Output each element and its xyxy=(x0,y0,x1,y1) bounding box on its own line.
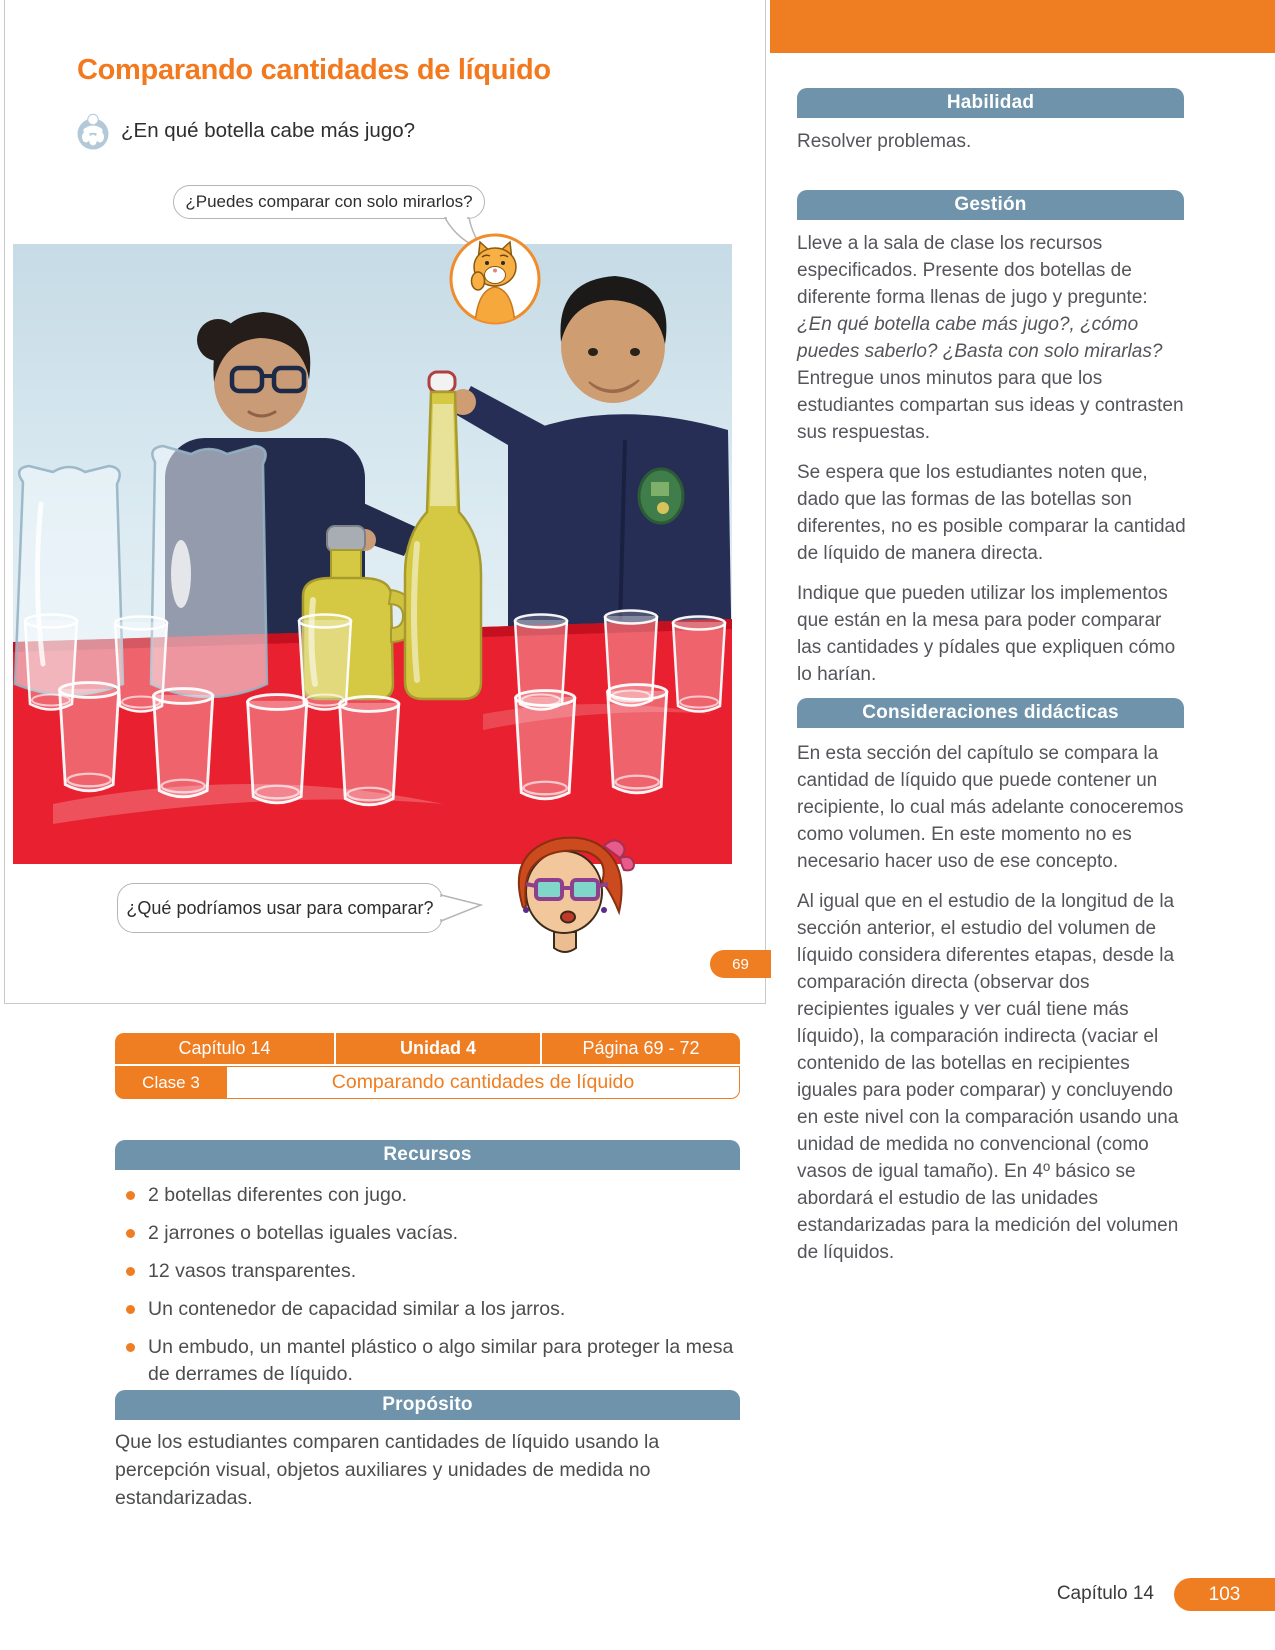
footer-chapter-label: Capítulo 14 xyxy=(1056,1583,1154,1604)
management-paragraph-3: Indique que pueden utilizar los implementos que están en la mesa para poder comparar las cantidades y pídales que expliquen cómo lo harían. xyxy=(797,583,1176,685)
didactic-text xyxy=(797,740,1186,1279)
photo-glass xyxy=(299,615,351,710)
photo-glass xyxy=(608,685,667,793)
purpose-header xyxy=(115,1390,740,1420)
footer-page-badge xyxy=(1174,1578,1275,1611)
management-paragraph-2: Se espera que los estudiantes noten que, dado que las formas de las botellas son diferentes, no es posible comparar la cantidad de líquido de manera directa. xyxy=(797,462,1186,564)
group-work-icon xyxy=(75,112,111,150)
student-question: ¿En qué botella cabe más jugo? xyxy=(121,119,416,142)
management-paragraph-1 xyxy=(797,230,1186,446)
management-p1-italic: ¿En qué botella cabe más jugo?, ¿cómo puedes saberlo? ¿Basta con solo mirarlas? xyxy=(797,314,1163,362)
resource-item: 2 jarrones o botellas iguales vacías. xyxy=(118,1220,740,1247)
speech-bubble-bottom-tail xyxy=(439,892,483,924)
footer-page-number: 103 xyxy=(1208,1583,1241,1605)
management-p1-after: Entregue unos minutos para que los estudiantes compartan sus ideas y contrasten sus respuestas. xyxy=(797,368,1184,443)
photo-glass xyxy=(516,691,575,799)
resource-item: Un contenedor de capacidad similar a los jarros. xyxy=(118,1296,740,1323)
resources-header-label: Recursos xyxy=(383,1144,472,1165)
photo-glass xyxy=(340,697,399,805)
management-text xyxy=(797,230,1186,701)
photo-glass xyxy=(60,683,119,791)
student-question-row xyxy=(75,112,415,150)
student-page-number-tab xyxy=(710,950,771,978)
resource-item: 2 botellas diferentes con jugo. xyxy=(118,1182,740,1209)
photo-glass xyxy=(248,695,307,803)
photo-glass xyxy=(154,689,213,797)
skill-header-label: Habilidad xyxy=(946,92,1035,113)
lesson-info-table xyxy=(115,1033,740,1099)
class-title-cell: Comparando cantidades de líquido xyxy=(227,1066,740,1099)
resource-item: 12 vasos transparentes. xyxy=(118,1258,740,1285)
girl-character xyxy=(492,832,640,958)
speech-bubble-top xyxy=(173,185,485,219)
pages-cell: Página 69 - 72 xyxy=(542,1033,740,1064)
student-page-number: 69 xyxy=(732,955,749,973)
cat-character-badge xyxy=(448,232,542,326)
resources-list xyxy=(118,1182,740,1399)
classroom-photo xyxy=(13,244,732,864)
speech-bubble-bottom-text: ¿Qué podríamos usar para comparar? xyxy=(126,897,434,918)
speech-bubble-bottom xyxy=(117,883,443,933)
purpose-header-label: Propósito xyxy=(382,1394,473,1415)
speech-bubble-top-text: ¿Puedes comparar con solo mirarlos? xyxy=(185,192,473,211)
lesson-info-row-1 xyxy=(115,1033,740,1064)
management-header-label: Gestión xyxy=(954,194,1027,215)
purpose-text: Que los estudiantes comparen cantidades de líquido usando la percepción visual, objetos auxiliares y unidades de medida no estandarizadas. xyxy=(115,1431,660,1509)
top-accent-bar xyxy=(770,0,1275,53)
class-cell: Clase 3 xyxy=(115,1066,227,1099)
textbook-page-panel xyxy=(4,0,766,1004)
skill-text: Resolver problemas. xyxy=(797,131,972,152)
didactic-header xyxy=(797,698,1184,728)
photo-pitcher-right xyxy=(151,446,267,697)
didactic-header-label: Consideraciones didácticas xyxy=(862,702,1119,723)
resources-header xyxy=(115,1140,740,1170)
lesson-info-row-2 xyxy=(115,1066,740,1099)
skill-header xyxy=(797,88,1184,118)
lesson-title: Comparando cantidades de líquido xyxy=(77,54,551,86)
unit-cell: Unidad 4 xyxy=(336,1033,540,1064)
didactic-paragraph-1: En esta sección del capítulo se compara la cantidad de líquido que puede contener un recipiente, lo cual más adelante conoceremos como volumen. En este momento no es necesario hacer uso de ese concepto. xyxy=(797,743,1184,872)
management-header xyxy=(797,190,1184,220)
resource-item: Un embudo, un mantel plástico o algo similar para proteger la mesa de derrames de líquido. xyxy=(118,1334,740,1388)
management-p1-before: Lleve a la sala de clase los recursos especificados. Presente dos botellas de diferente forma llenas de jugo y pregunte: xyxy=(797,233,1148,308)
chapter-cell: Capítulo 14 xyxy=(115,1033,334,1064)
photo-glass xyxy=(673,617,725,712)
didactic-paragraph-2: Al igual que en el estudio de la longitud de la sección anterior, el estudio del volumen de líquido considera diferentes etapas, desde la comparación directa (observar dos recipientes iguales y ver cuál tiene más líquido), la comparación indirecta (vaciar el contenido de las botellas en recipientes iguales para poder comparar) y concluyendo en este nivel con la comparación usando una unidad de medida no convencional (como vasos de igual tamaño). En 4º básico se abordará el estudio de las unidades estandarizadas para la medición del volumen de líquidos. xyxy=(797,891,1179,1263)
